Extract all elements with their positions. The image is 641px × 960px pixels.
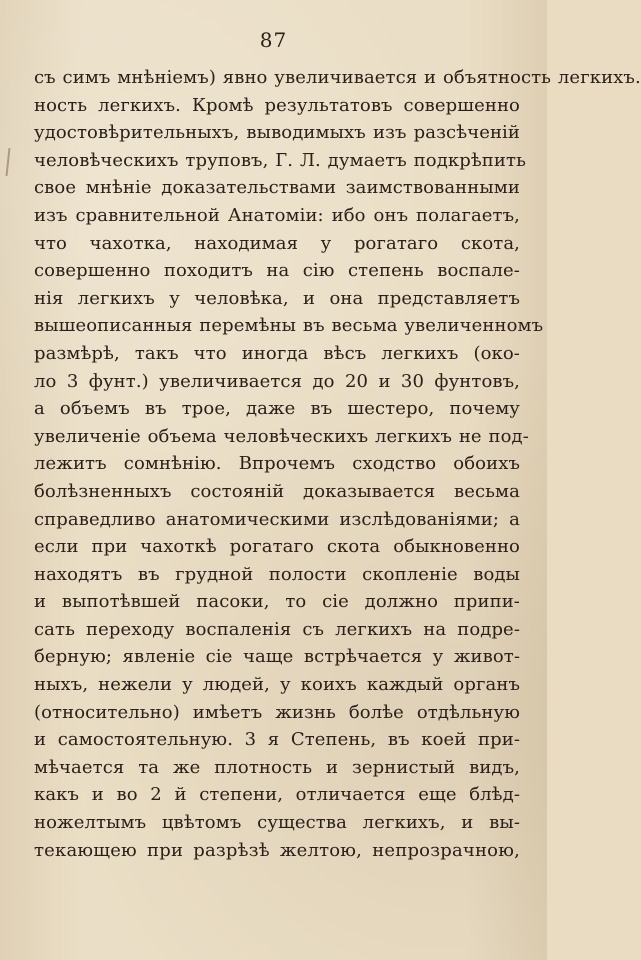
text-line-15: лежитъ сомнѣнію. Впрочемъ сходство обоихъ — [34, 453, 520, 475]
body-text — [34, 64, 641, 864]
text-line-24: (относительно) имѣетъ жизнь болѣе отдѣльную — [34, 701, 520, 723]
text-line-3: удостовѣрительныхъ, выводимыхъ изъ разсѣченій — [34, 122, 520, 144]
text-line-16: болѣзненныхъ состояній доказывается весьма — [34, 480, 520, 502]
text-line-7: что чахотка, находимая у рогатаго скота, — [34, 232, 520, 254]
text-line-1: съ симъ мнѣніемъ) явно увеличивается и объятность легкихъ. — [34, 67, 641, 88]
text-line-11: размѣрѣ, такъ что иногда вѣсъ легкихъ (око- — [34, 342, 520, 364]
text-line-13: а объемъ въ трое, даже въ шестеро, почему — [34, 398, 520, 420]
text-line-6: изъ сравнительной Анатоміи: ибо онъ полагаетъ, — [34, 204, 520, 226]
text-line-2: ность легкихъ. Кромѣ результатовъ совершенно — [34, 94, 520, 116]
text-line-4: человѣческихъ труповъ, Г. Л. думаетъ подкрѣпить — [34, 149, 526, 171]
text-line-10: вышеописанныя перемѣны въ весьма увеличенномъ — [34, 315, 544, 337]
text-line-25: и самостоятельную. 3 я Степень, въ коей при- — [34, 729, 520, 751]
text-line-21: сать переходу воспаленія съ легкихъ на подре- — [34, 618, 520, 640]
text-line-5: свое мнѣніе доказательствами заимствованными — [34, 177, 520, 199]
margin-mark — [6, 148, 11, 176]
text-line-17: справедливо анатомическими изслѣдованіями; а — [34, 508, 520, 530]
text-line-22: берную; явленіе сіе чаще встрѣчается у живот- — [34, 646, 520, 668]
page-number: 87 — [259, 28, 288, 52]
text-line-12: ло 3 фунт.) увеличивается до 20 и 30 фунтовъ, — [34, 370, 520, 392]
text-line-27: какъ и во 2 й степени, отличается еще блѣд- — [34, 784, 520, 806]
text-line-18: если при чахоткѣ рогатаго скота обыкновенно — [34, 536, 520, 558]
text-line-20: и выпотѣвшей пасоки, то сіе должно припи- — [34, 591, 520, 613]
text-line-9: нія легкихъ у человѣка, и она представляетъ — [34, 287, 520, 309]
text-line-23: ныхъ, нежели у людей, у коихъ каждый органъ — [34, 674, 520, 696]
text-line-19: находятъ въ грудной полости скопленіе воды — [34, 563, 520, 585]
text-line-14: увеличеніе объема человѣческихъ легкихъ не под- — [34, 425, 529, 447]
text-line-26: мѣчается та же плотность и зернистый видъ, — [34, 756, 520, 778]
text-line-28: ножелтымъ цвѣтомъ существа легкихъ, и вы- — [34, 812, 520, 834]
text-line-8: совершенно походитъ на сію степень воспале- — [34, 260, 520, 282]
text-line-29: текающею при разрѣзѣ желтою, непрозрачною, — [34, 839, 520, 861]
